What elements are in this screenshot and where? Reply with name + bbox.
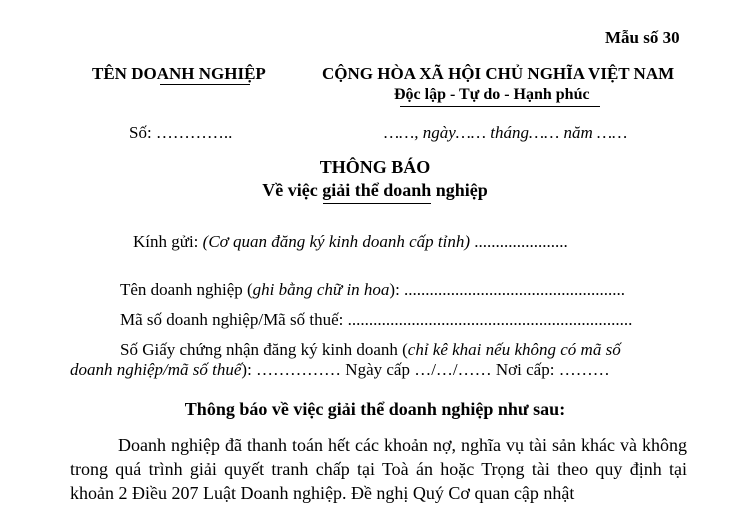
tax-code-field: Mã số doanh nghiệp/Mã số thuế: ................................................................... (120, 310, 633, 329)
date-line: ……, ngày…… tháng…… năm …… (384, 123, 628, 142)
document-title: THÔNG BÁO (319, 157, 431, 177)
certificate-field-line2 (70, 360, 610, 380)
document-number: Số: ………….. (129, 123, 233, 142)
company-name-hint: ghi bằng chữ in hoa (252, 280, 390, 299)
company-name-label: Tên doanh nghiệp ( (120, 280, 253, 299)
section-heading: Thông báo về việc giải thể doanh nghiệp như sau: (184, 399, 566, 419)
recipient-line (133, 232, 568, 252)
body-paragraph: Doanh nghiệp đã thanh toán hết các khoản nợ, nghĩa vụ tài sản khác và không trong quá trình giải quyết tranh chấp tại Toà án hoặc Trọng tài theo quy định tại khoản 2 Điều 207 Luật Doanh nghiệp. Đề nghị Quý Cơ quan cập nhật (70, 435, 687, 503)
certificate-hint-cont: doanh nghiệp/mã số thuế (70, 360, 242, 379)
company-name-dots: ): .................................................... (389, 280, 626, 299)
document-subtitle: Về việc giải thể doanh nghiệp (262, 180, 488, 200)
certificate-hint: chỉ kê khai nếu không có mã số (407, 340, 621, 359)
header-divider-left (160, 84, 250, 85)
certificate-label: Số Giấy chứng nhận đăng ký kinh doanh ( (120, 340, 408, 359)
recipient-value: (Cơ quan đăng ký kinh doanh cấp tỉnh) (202, 232, 471, 251)
form-number: Mẫu số 30 (605, 28, 680, 47)
motto-underline (400, 106, 600, 107)
national-title: CỘNG HÒA XÃ HỘI CHỦ NGHĨA VIỆT NAM (322, 64, 675, 83)
motto: Độc lập - Tự do - Hạnh phúc (394, 86, 590, 103)
certificate-field-line1 (120, 340, 621, 360)
recipient-dots: ...................... (470, 232, 568, 251)
company-name-field (120, 280, 625, 300)
company-name-header: TÊN DOANH NGHIỆP (92, 64, 266, 83)
certificate-details: ): …………… Ngày cấp …/…/…… Nơi cấp: ……… (241, 360, 610, 379)
recipient-label: Kính gửi: (133, 232, 203, 251)
title-underline (323, 203, 431, 204)
